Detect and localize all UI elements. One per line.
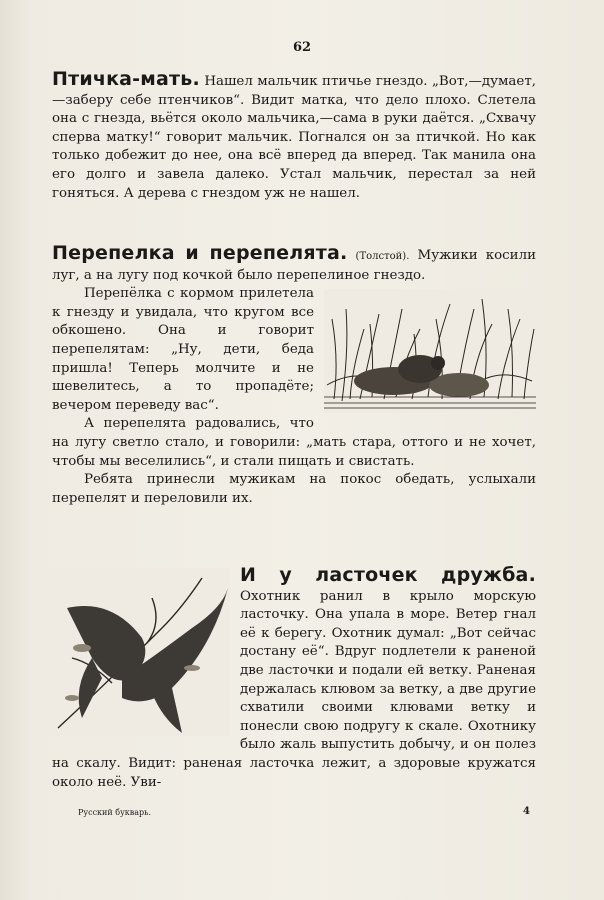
story-swallows-text: Охотник ранил в крыло морскую ласточку. Она упала в море. Ветер гнал её к берегу. Охотник думал: „Вот сейчас достану её“. Вдруг подлетели к раненой две ласточки и подали ей ветку. Раненая держалась клювом за ветку, а две другие схватили своими клювами ветку и понесли свою подругу к скале. Охотнику было жаль выпустить добычу, и он полез на скалу. Видит: раненая ласточка лежит, а здоровые кружатся около неё. Уви- <box>52 588 536 790</box>
story-source-tolstoy: (Толстой). <box>355 251 410 262</box>
story-title-swallows: И у ласточек дружба. <box>240 564 536 586</box>
story-swallows <box>52 566 536 792</box>
story-quail-paragraph-3: Ребята принесли мужикам на покос обедать, услыхали перепелят и переловили их. <box>52 472 536 506</box>
story-quail-paragraph-2: А перепелята радовались, что на лугу светло стало, и говорили: „мать стара, оттого и не хочет, чтобы мы веселились“, и стали пищать и свистать. <box>52 416 536 469</box>
story-quail-lead <box>52 244 536 285</box>
story-title-quail: Перепелка и перепелята. <box>52 242 348 264</box>
swallows-illustration <box>52 568 230 736</box>
story-quail-paragraph-1: Перепёлка с кормом прилетела к гнезду и увидала, что кругом все обкошено. Она и говорит перепелятам: „Ну, дети, беда пришла! Теперь молчите и не шевелитесь, а то пропадёте; вечером переведу вас“. <box>52 286 314 413</box>
story-bird-mother <box>52 70 536 203</box>
footer-signature-mark: 4 <box>523 806 530 817</box>
quail-nest-engraving <box>324 289 536 413</box>
story-quail-lead-text: Мужики косили луг, а на лугу под кочкой было перепелиное гнездо. <box>52 248 537 283</box>
quail-illustration <box>324 289 536 413</box>
story-title-bird-mother: Птичка-мать. <box>52 68 200 90</box>
footer-book-title: Русский букварь. <box>78 808 152 817</box>
page-number: 62 <box>292 40 312 55</box>
story-bird-mother-text: Нашел мальчик птичье гнездо. „Вот,—думает,—заберу себе птенчиков“. Видит матка, что дело плохо. Слетела она с гнезда, вьётся около мальчика,—сама в руки даётся. „Схвачу сперва матку!“ говорит мальчик. Погнался он за птичкой. Но как только добежит до нее, она всё вперед да вперед. Так манила она его долго и завела далеко. Устал мальчик, перестал за ней гоняться. А дерева с гнездом уж не нашел. <box>52 74 536 201</box>
swallows-branch-engraving <box>52 568 230 736</box>
story-quail <box>52 244 536 508</box>
story-bird-mother-paragraph <box>52 70 536 203</box>
